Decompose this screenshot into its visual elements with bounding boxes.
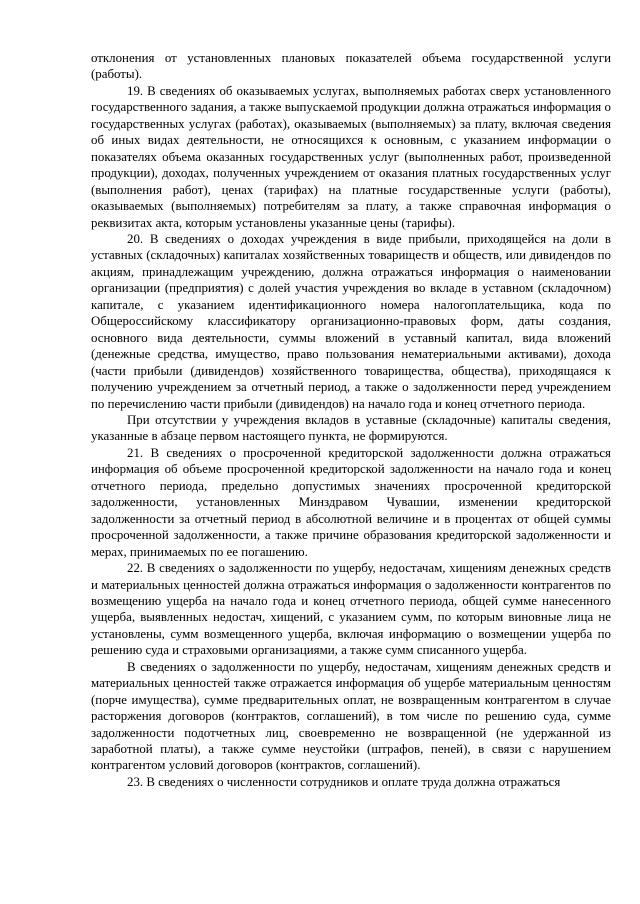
paragraph-item-23: 23. В сведениях о численности сотрудников и оплате труда должна отражаться <box>127 774 561 789</box>
paragraph-item-20-note: При отсутствии у учреждения вкладов в уставные (складочные) капиталы сведения, указанные в абзаце первом настоящего пункта, не формируются. <box>91 412 611 444</box>
paragraph-item-20: 20. В сведениях о доходах учреждения в виде прибыли, приходящейся на доли в уставных (складочных) капиталах хозяйственных товариществ и обществ, или дивидендов по акциям, принадлежащим учреждению, должна отражаться информация о наименовании организации (предприятия) с долей участия учреждения во вкладе в уставном (складочном) капитале, с указанием идентификационного номера налогоплательщика, кода по Общероссийскому классификатору организационно-правовых форм, даты создания, основного вида деятельности, суммы вложений в уставный капитал, вида вложений (денежные средства, имущество, право пользования нематериальными активами), дохода (части прибыли (дивидендов) хозяйственного товарищества, общества), приходящаяся к получению учреждением за отчетный период, а также о задолженности перед учреждением по перечислению части прибыли (дивидендов) на начало года и конец отчетного периода. <box>91 231 611 411</box>
document-body <box>91 50 611 790</box>
paragraph-item-22-note: В сведениях о задолженности по ущербу, недостачам, хищениям денежных средств и материальных ценностей также отражается информация об ущербе материальным ценностям (порче имущества), сумме предварительных оплат, не возвращенным контрагентом в случае расторжения договоров (контрактов, соглашений), в том числе по решению суда, сумме задолженности подотчетных лиц, своевременно не возвращенной (не удержанной из заработной платы), а также сумме неустойки (штрафов, пеней), в связи с нарушением контрагентом условий договоров (контрактов, соглашений). <box>91 659 611 773</box>
paragraph-continuation: отклонения от установленных плановых показателей объема государственной услуги (работы). <box>91 51 611 82</box>
paragraph-item-19: 19. В сведениях об оказываемых услугах, выполняемых работах сверх установленного государственного задания, а также выпускаемой продукции должна отражаться информация о государственных услугах (работах), оказываемых (выполняемых) за плату, включая сведения об иных видах деятельности, не относящихся к основным, с указанием информации о показателях объема оказанных государственных услуг (выполненных работ, произведенной продукции), доходах, полученных учреждением от оказания платных государственных услуг (выполнения работ), ценах (тарифах) на платные государственные услуги (работы), оказываемых (выполняемых) потребителям за плату, а также справочная информация о реквизитах акта, которым установлены указанные цены (тарифы). <box>91 83 611 230</box>
paragraph-item-22: 22. В сведениях о задолженности по ущербу, недостачам, хищениям денежных средств и материальных ценностей должна отражаться информация о задолженности контрагентов по возмещению ущерба на начало года и конец отчетного периода, общей сумме нанесенного ущерба, выявленных недостач, хищений, с указанием сумм, по которым виновные лица не установлены, сумм возмещенного ущерба, включая информацию о возмещении ущерба по решению суда и страховыми организациями, а также сумм списанного ущерба. <box>91 561 611 658</box>
paragraph-item-21: 21. В сведениях о просроченной кредиторской задолженности должна отражаться информация об объеме просроченной кредиторской задолженности на начало года и конец отчетного периода, предельно допустимых значениях просроченной кредиторской задолженности, установленных Минздравом Чувашии, изменении кредиторской задолженности за отчетный период в абсолютной величине и в процентах от общей суммы просроченной задолженности, а также причине образования кредиторской задолженности и мерах, принимаемых по ее погашению. <box>91 445 611 559</box>
